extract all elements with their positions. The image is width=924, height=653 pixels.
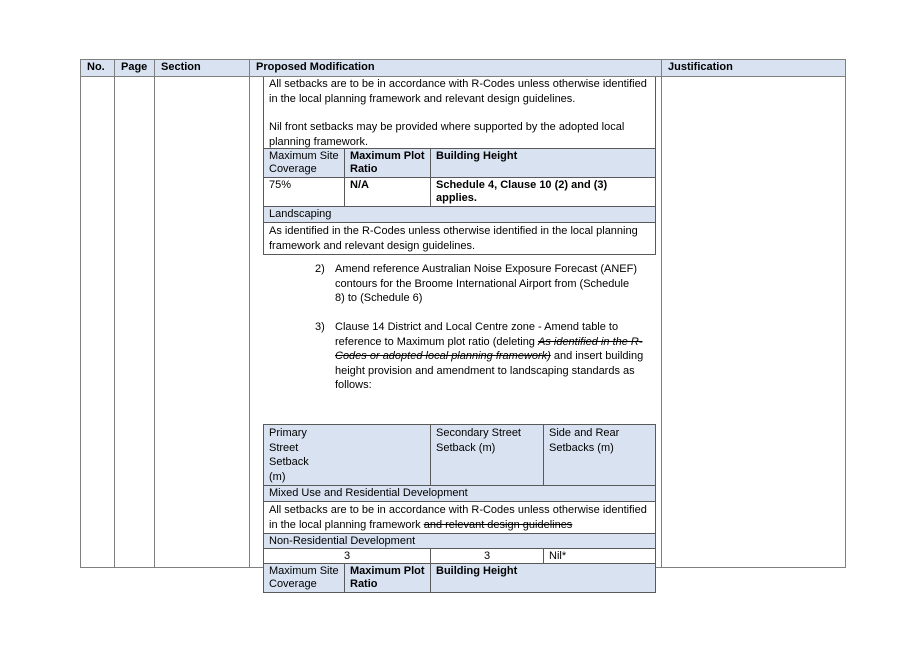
- development-standards-table: [263, 148, 656, 255]
- district-local-centre-table: [263, 424, 656, 593]
- t2-header-building-height: Building Height: [431, 564, 656, 593]
- item-3-text-pre: Clause 14 District and Local Centre zone - Amend table to reference to Maximum plot ratio (deleting: [335, 321, 619, 348]
- t2-mixed-use-label: Mixed Use and Residential Development: [264, 486, 656, 502]
- t2-value-secondary-setback: 3: [431, 549, 544, 564]
- t2-mixed-use-deleted-text: and relevant design guidelines: [423, 518, 573, 531]
- t2-header-plot-ratio: Maximum Plot Ratio: [345, 564, 431, 593]
- header-justification: Justification: [668, 61, 733, 73]
- col-border-left: [80, 59, 81, 568]
- t2-non-residential-label: Non-Residential Development: [264, 534, 656, 549]
- col-border-proposed: [661, 59, 662, 568]
- item-3-deleted-text: As identified in the R-Codes or adopted local planning framework): [335, 335, 643, 362]
- block1-left-border: [263, 77, 264, 148]
- col-border-no: [114, 59, 115, 568]
- col-border-right: [845, 59, 846, 568]
- t2-value-primary-setback: 3: [264, 549, 431, 564]
- t1-landscaping-label: Landscaping: [264, 207, 656, 223]
- intro-paragraph-2: Nil front setbacks may be provided where supported by the adopted local planning framework.: [269, 121, 625, 148]
- t2-header-secondary-setback: Secondary Street Setback (m): [431, 425, 544, 486]
- col-border-page: [154, 59, 155, 568]
- t2-mixed-use-text: [264, 502, 656, 534]
- block1-right-border: [655, 77, 656, 148]
- intro-paragraph-1: All setbacks are to be in accordance with R-Codes unless otherwise identified in the local planning framework and relevant design guidelines.: [269, 78, 647, 105]
- header-no: No.: [87, 61, 105, 73]
- item-2-number: 2): [315, 263, 325, 275]
- item-3-number: 3): [315, 321, 325, 333]
- t2-mixed-use-text-pre: All setbacks are to be in accordance with R-Codes unless otherwise identified in the local planning framework: [269, 504, 647, 531]
- t1-landscaping-text: As identified in the R-Codes unless otherwise identified in the local planning framework and relevant design guidelines.: [264, 223, 656, 255]
- col-border-section: [249, 59, 250, 568]
- t2-header-primary-setback: Primary Street Setback (m): [264, 425, 431, 486]
- t1-header-building-height: Building Height: [431, 149, 656, 178]
- header-proposed-modification: Proposed Modification: [256, 61, 375, 73]
- header-page: Page: [121, 61, 148, 73]
- header-section: Section: [161, 61, 201, 73]
- t2-header-site-coverage: Maximum Site Coverage: [264, 564, 345, 593]
- item-3-text: [335, 320, 653, 393]
- t2-header-side-rear-setbacks: Side and Rear Setbacks (m): [544, 425, 656, 486]
- t1-header-site-coverage: Maximum Site Coverage: [264, 149, 345, 178]
- item-3-text-post: and insert building height provision and amendment to landscaping standards as follows:: [335, 350, 644, 391]
- t1-value-site-coverage: 75%: [264, 178, 345, 207]
- item-2-text: Amend reference Australian Noise Exposure Forecast (ANEF) contours for the Broome International Airport from (Schedule 8) to (Schedule 6): [335, 263, 638, 304]
- t2-value-side-rear-setbacks: Nil*: [544, 549, 656, 564]
- t1-value-plot-ratio: N/A: [345, 178, 431, 207]
- t1-value-building-height: Schedule 4, Clause 10 (2) and (3) applies.: [431, 178, 656, 207]
- t1-header-plot-ratio: Maximum Plot Ratio: [345, 149, 431, 178]
